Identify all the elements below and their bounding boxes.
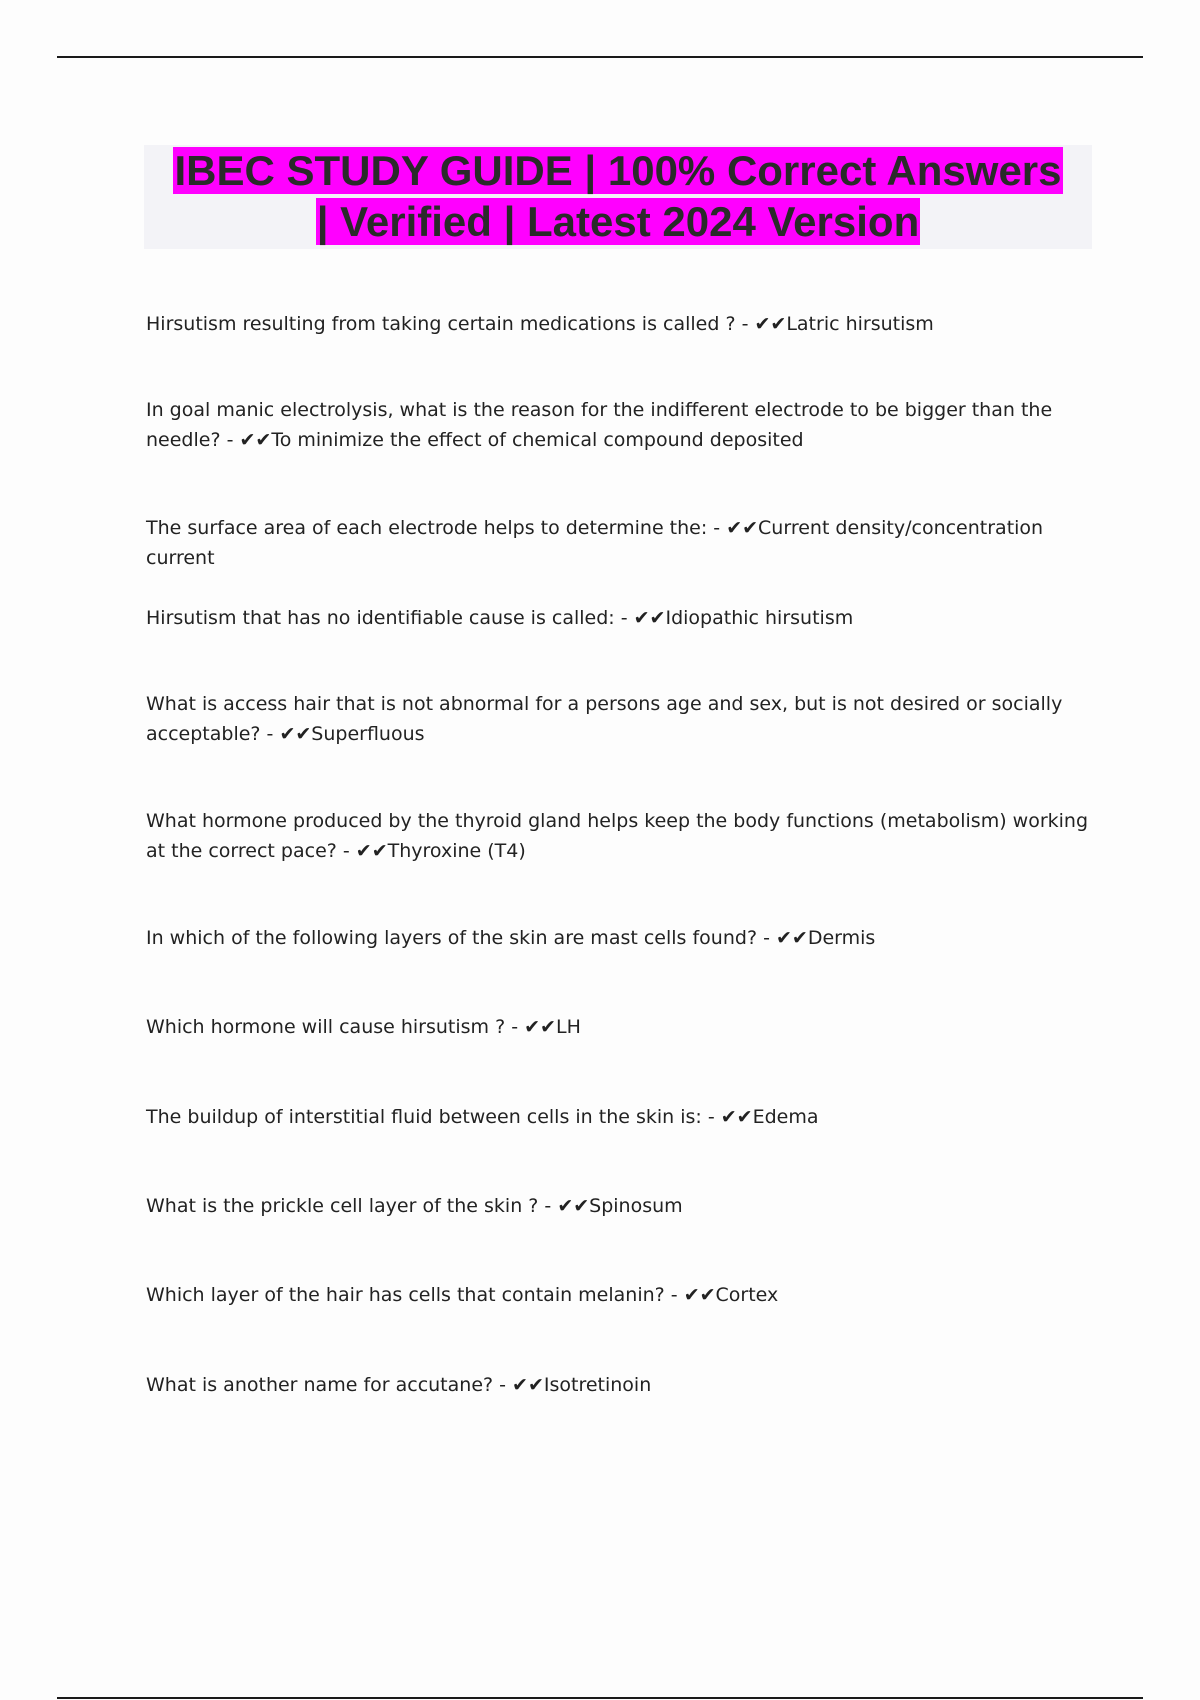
answer-text: Dermis (807, 927, 876, 949)
question-text: In goal manic electrolysis, what is the reason for the indifferent electrode to be bigger than the needle? - (146, 399, 1053, 451)
qa-item-10 (146, 1191, 1096, 1221)
check-icon: ✔✔ (720, 1106, 753, 1128)
document-title (144, 145, 1092, 249)
qa-item-9 (146, 1102, 1096, 1132)
check-icon: ✔✔ (775, 927, 808, 949)
answer-text: Isotretinoin (543, 1374, 652, 1396)
check-icon: ✔✔ (512, 1374, 544, 1396)
qa-item-8 (146, 1012, 1096, 1042)
answer-text: Spinosum (589, 1195, 683, 1217)
question-text: The surface area of each electrode helps to determine the: - (146, 517, 727, 539)
question-text: What hormone produced by the thyroid gland helps keep the body functions (metabolism) working at the correct pace? - (146, 810, 1089, 862)
qa-item-5 (146, 689, 1096, 749)
qa-item-11 (146, 1280, 1096, 1310)
check-icon: ✔✔ (754, 313, 787, 335)
answer-text: Latric hirsutism (786, 313, 934, 335)
title-text-2: | Verified | Latest 2024 Version (316, 198, 920, 245)
check-icon: ✔✔ (633, 607, 666, 629)
qa-item-2 (146, 395, 1096, 455)
title-text-1: IBEC STUDY GUIDE | 100% Correct Answers (174, 147, 1062, 194)
title-line-2 (144, 196, 1092, 247)
question-text: Which layer of the hair has cells that contain melanin? - (146, 1284, 684, 1306)
question-text: Hirsutism that has no identifiable cause is called: - (146, 607, 634, 629)
question-text: In which of the following layers of the skin are mast cells found? - (146, 927, 776, 949)
title-line-1 (144, 145, 1092, 196)
question-text: What is the prickle cell layer of the skin ? - (146, 1195, 558, 1217)
answer-text: Current density/concentration current (146, 517, 1044, 569)
check-icon: ✔✔ (239, 429, 272, 451)
question-text: Which hormone will cause hirsutism ? - (146, 1016, 525, 1038)
qa-item-12 (146, 1370, 1096, 1400)
qa-item-6 (146, 806, 1096, 866)
check-icon: ✔✔ (524, 1016, 556, 1038)
answer-text: Superfluous (311, 723, 425, 745)
qa-item-3 (146, 513, 1096, 573)
question-text: What is access hair that is not abnormal for a persons age and sex, but is not desired or socially acceptable? - (146, 693, 1063, 745)
answer-text: LH (555, 1016, 581, 1038)
question-text: The buildup of interstitial fluid between cells in the skin is: - (146, 1106, 721, 1128)
check-icon: ✔✔ (355, 840, 388, 862)
check-icon: ✔✔ (683, 1284, 716, 1306)
check-icon: ✔✔ (726, 517, 759, 539)
check-icon: ✔✔ (279, 723, 312, 745)
qa-item-1 (146, 309, 1096, 339)
answer-text: Cortex (715, 1284, 779, 1306)
check-icon: ✔✔ (557, 1195, 590, 1217)
top-rule (57, 56, 1143, 58)
qa-item-4 (146, 603, 1096, 633)
answer-text: To minimize the effect of chemical compound deposited (271, 429, 804, 451)
answer-text: Thyroxine (T4) (387, 840, 526, 862)
bottom-rule (57, 1697, 1143, 1699)
answer-text: Edema (752, 1106, 819, 1128)
answer-text: Idiopathic hirsutism (665, 607, 854, 629)
question-text: What is another name for accutane? - (146, 1374, 513, 1396)
qa-item-7 (146, 923, 1096, 953)
question-text: Hirsutism resulting from taking certain medications is called ? - (146, 313, 755, 335)
